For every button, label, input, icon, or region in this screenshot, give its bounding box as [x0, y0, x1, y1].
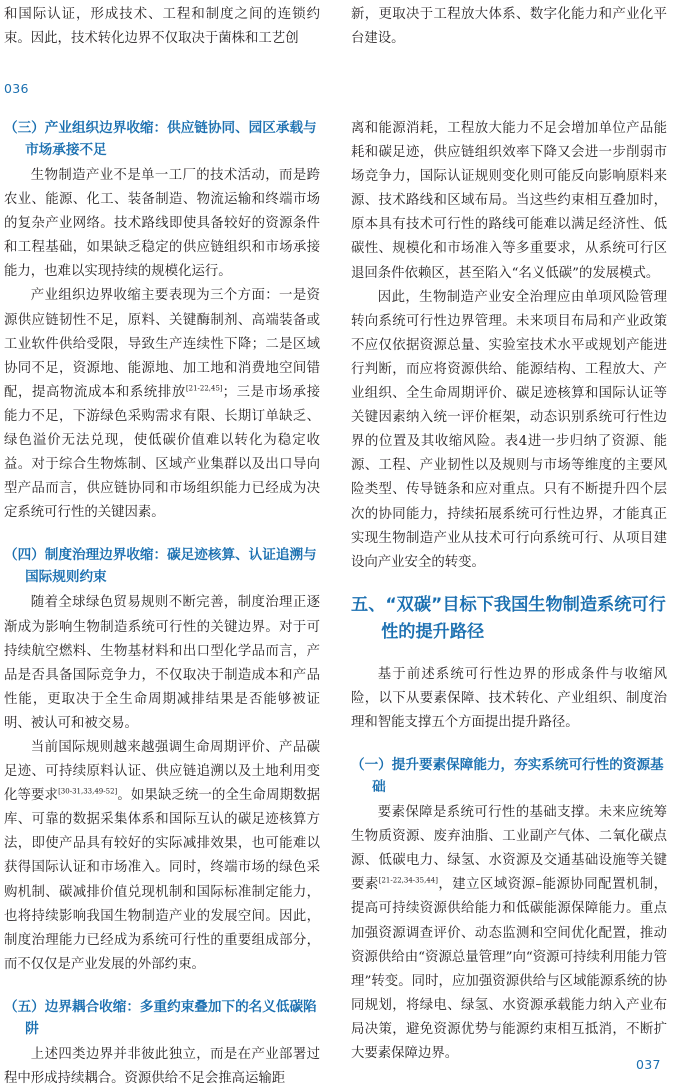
top-right-fragment: [351, 3, 667, 51]
paragraph: [4, 736, 320, 977]
paragraph: [4, 284, 320, 525]
paragraph-text: ；三是市场承接能力不足，下游绿色采购需求有限、长期订单缺乏、绿色溢价无法兑现，使低碳价值难以转化为稳定收益。对于综合生物炼制、区域产业集群以及出口导向型产品而言，供应链协同和市场组织能力已经成为决定系统可行性的关键因素。: [4, 384, 321, 521]
left-column: [4, 117, 320, 1091]
section-heading-4: （四）制度治理边界收缩：碳足迹核算、认证追溯与国际规则约束: [4, 547, 317, 586]
section-heading-3: （三）产业组织边界收缩：供应链协同、园区承载与市场承接不足: [4, 120, 317, 158]
citation: [30-31,33,49-52]: [58, 787, 118, 796]
paragraph: 基于前述系统可行性边界的形成条件与收缩风险，以下从要素保障、技术转化、产业组织、制度治理和智能支撑五个方面提出提升路径。: [351, 666, 667, 730]
subsection-heading-1: （一）提升要素保障能力，夯实系统可行性的资源基础: [351, 757, 664, 796]
chapter-heading: 五、“双碳”目标下我国生物制造系统可行性的提升路径: [351, 594, 666, 642]
paragraph: 上述四类边界并非彼此独立，而是在产业部署过程中形成持续耦合。资源供给不足会推高运输距: [4, 1046, 320, 1086]
page-number-bottom: 037: [636, 1057, 661, 1072]
continuation-paragraph: 新，更取决于工程放大体系、数字化能力和产业化平台建设。: [351, 7, 667, 47]
page-number-top: 036: [4, 81, 29, 96]
paragraph-text: 当前国际规则越来越强调生命周期评价、产品碳足迹、可持续原料认证、供应链追溯以及土地利用变化等要求: [4, 739, 320, 804]
paragraph-text: 产业组织边界收缩主要表现为三个方面：一是资源供应链韧性不足，原料、关键酶制剂、高端装备或工业软件供给受限，导致生产连续性下降；二是区域协同不足，资源地、能源地、加工地和消费地空间错配，提高物流成本和系统排放: [4, 288, 320, 400]
right-column: [351, 117, 667, 1066]
paragraph-text: 。如果缺乏统一的全生命周期数据库、可靠的数据采集体系和国际互认的碳足迹核算方法，即使产品具有较好的实际减排效果，也可能难以获得国际认证和市场准入。同时，终端市场的绿色采购机制、碳减排价值兑现机制和国际标准制定能力，也将持续影响我国生物制造产业的发展空间。因此，制度治理能力已经成为系统可行性的重要组成部分，而不仅仅是产业发展的外部约束。: [4, 788, 321, 972]
section-heading-5: （五）边界耦合收缩：多重约束叠加下的名义低碳陷阱: [4, 998, 317, 1037]
paragraph: 生物制造产业不是单一工厂的技术活动，而是跨农业、能源、化工、装备制造、物流运输和终端市场的复杂产业网络。技术路线即使具备较好的资源条件和工程基础，如果缺乏稳定的供应链组织和市场承接能力，也难以实现持续的规模化运行。: [4, 168, 320, 280]
paragraph: 离和能源消耗，工程放大能力不足会增加单位产品能耗和碳足迹，供应链组织效率下降又会进一步削弱市场竞争力，国际认证规则变化则可能反向影响原料来源、技术路线和区域布局。当这些约束相互叠加时，原本具有技术可行性的路线可能难以满足经济性、低碳性、规模化和市场准入等多重要求，从系统可行区退回条件依赖区，甚至陷入“名义低碳”的发展模式。: [351, 121, 667, 281]
citation: [21-22,34-35,44]: [378, 876, 438, 885]
continuation-paragraph: 和国际认证，形成技术、工程和制度之间的连锁约束。因此，技术转化边界不仅取决于菌株和工艺创: [4, 7, 320, 47]
paragraph-text: ，建立区域资源–能源协同配置机制，提高可持续资源供给能力和低碳能源保障能力。重点加强资源调查评价、动态监测和空间优化配置，推动资源供给由“资源总量管理”向“资源可持续利用能力管理”转变。同时，应加强资源供给与区域能源系统的协同规划，将绿电、绿氢、水资源承载能力纳入产业布局决策，避免资源优势与能源约束相互抵消，不断扩大要素保障边界。: [351, 877, 668, 1061]
paragraph-text: 要素保障是系统可行性的基础支撑。未来应统筹生物质资源、废弃油脂、工业副产气体、二氧化碳点源、低碳电力、绿氢、水资源及交通基础设施等关键要素: [351, 805, 667, 893]
paragraph: 随着全球绿色贸易规则不断完善，制度治理正逐渐成为影响生物制造系统可行性的关键边界。对于可持续航空燃料、生物基材料和出口型化学品而言，产品是否具备国际竞争力，不仅取决于制造成本和产品性能，更取决于全生命周期减排结果是否能够被证明、被认可和被交易。: [4, 595, 320, 731]
paragraph: [351, 801, 667, 1066]
paragraph: 因此，生物制造产业安全治理应由单项风险管理转向系统可行性边界管理。未来项目布局和产业政策不应仅依据资源总量、实验室技术水平或规划产能进行判断，而应将资源供给、能源结构、工程放大、产业组织、全生命周期评价、碳足迹核算和国际认证等关键因素纳入统一评价框架，动态识别系统可行性边界的位置及其收缩风险。表4进一步归纳了资源、能源、工程、产业韧性以及规则与市场等维度的主要风险类型、传导链条和应对重点。只有不断提升四个层次的协同能力，持续拓展系统可行性边界，才能真正实现生物制造产业从技术可行向系统可行、从项目建设向产业安全的转变。: [351, 289, 667, 570]
citation: [21-22,45]: [185, 384, 223, 393]
top-left-fragment: [4, 3, 320, 51]
